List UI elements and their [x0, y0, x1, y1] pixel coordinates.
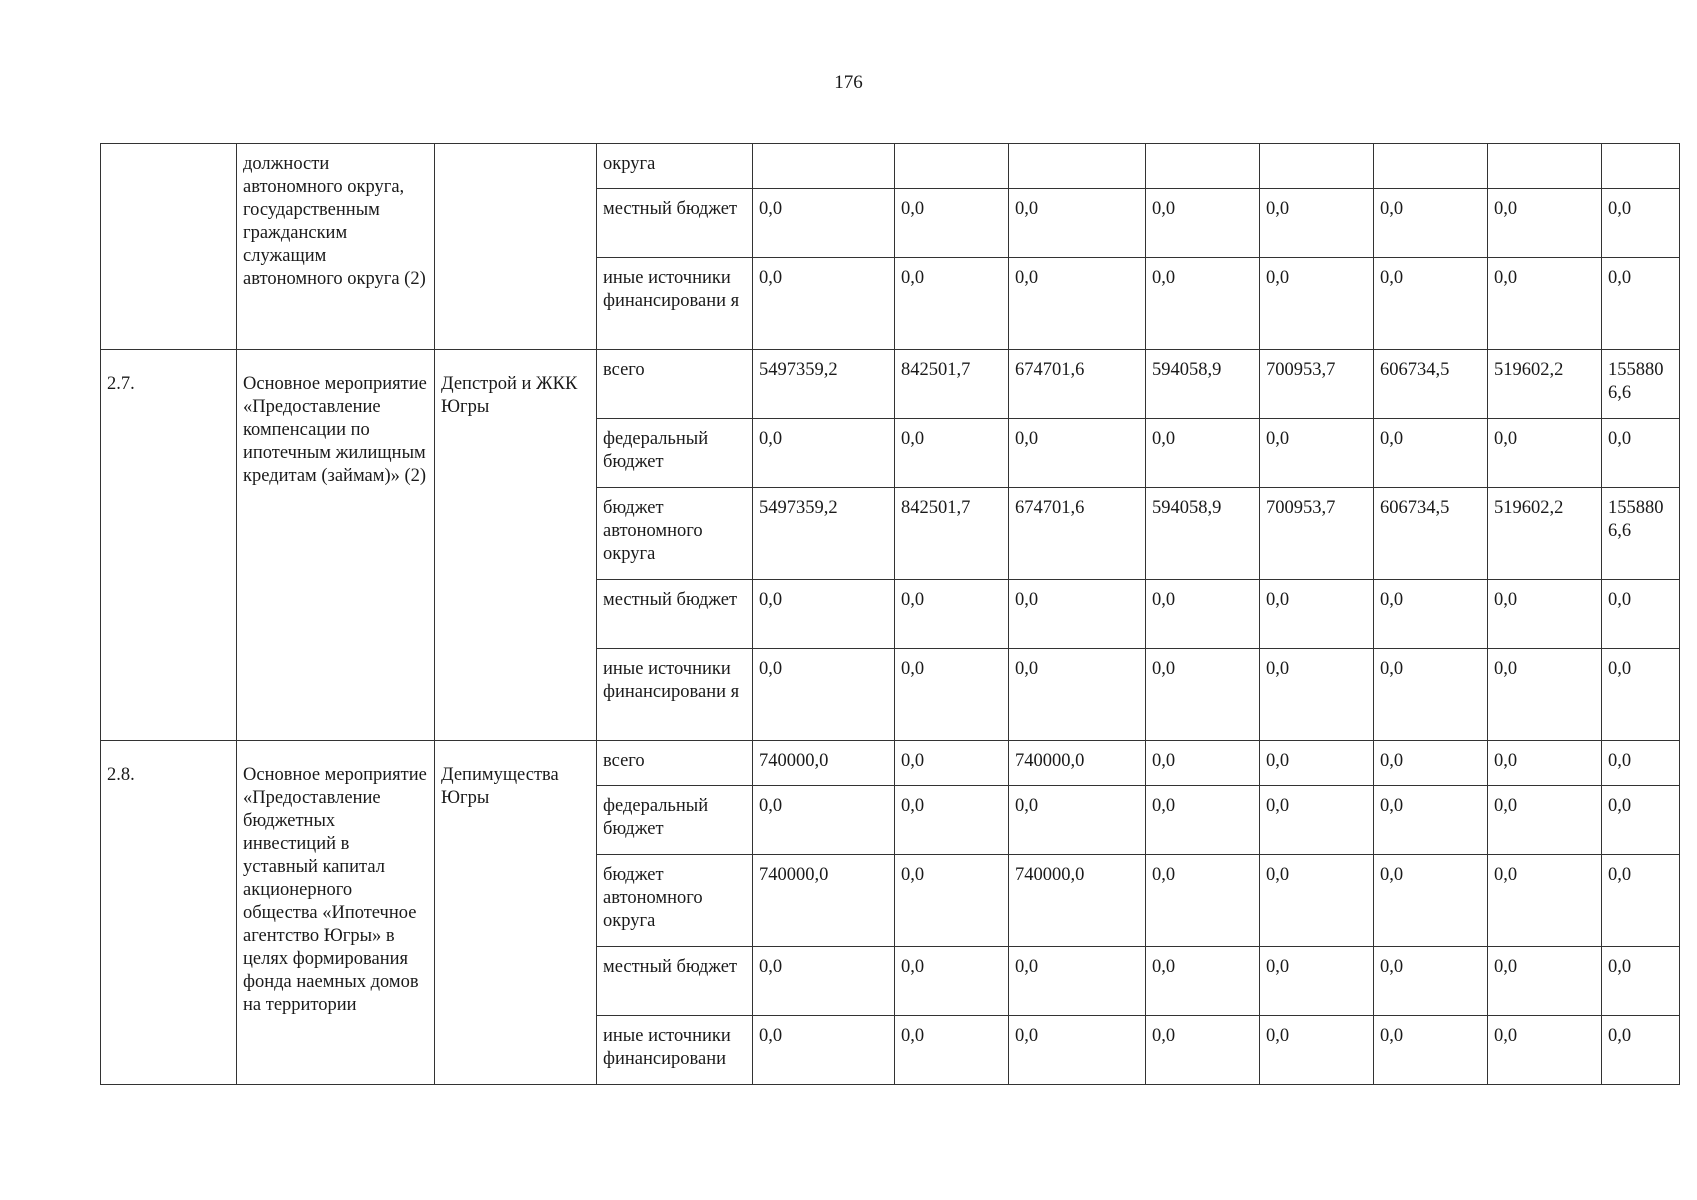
amount-cell: 0,0 — [1260, 855, 1374, 947]
table-row — [101, 350, 1680, 419]
amount-cell: 0,0 — [1602, 419, 1680, 488]
amount-cell: 0,0 — [1009, 649, 1146, 741]
amount-cell: 0,0 — [1488, 580, 1602, 649]
table-row — [101, 741, 1680, 786]
amount-cell: 0,0 — [1146, 947, 1260, 1016]
table-body — [101, 144, 1680, 1085]
amount-cell: 0,0 — [1260, 258, 1374, 350]
amount-cell: 0,0 — [1374, 189, 1488, 258]
amount-cell: 519602,2 — [1488, 350, 1602, 419]
executor-cell — [435, 144, 597, 350]
amount-cell — [753, 144, 895, 189]
table-row — [101, 144, 1680, 189]
amount-cell: 0,0 — [1374, 855, 1488, 947]
amount-cell — [1260, 144, 1374, 189]
amount-cell: 0,0 — [1260, 786, 1374, 855]
amount-cell: 594058,9 — [1146, 488, 1260, 580]
amount-cell: 0,0 — [1260, 649, 1374, 741]
amount-cell: 5497359,2 — [753, 488, 895, 580]
funding-source-cell: округа — [597, 144, 753, 189]
amount-cell — [1602, 144, 1680, 189]
amount-cell: 0,0 — [895, 947, 1009, 1016]
amount-cell: 0,0 — [1260, 1016, 1374, 1085]
amount-cell: 0,0 — [753, 786, 895, 855]
funding-source-cell: бюджет автономного округа — [597, 855, 753, 947]
amount-cell: 0,0 — [895, 419, 1009, 488]
amount-cell: 700953,7 — [1260, 350, 1374, 419]
item-description-cell: Основное мероприятие «Предоставление бюджетных инвестиций в уставный капитал акционерного общества «Ипотечное агентство Югры» в целях формирования фонда наемных домов на территории — [237, 741, 435, 1085]
funding-source-cell: иные источники финансировани — [597, 1016, 753, 1085]
funding-source-cell: иные источники финансировани я — [597, 258, 753, 350]
amount-cell — [1146, 144, 1260, 189]
amount-cell: 0,0 — [1602, 786, 1680, 855]
amount-cell: 0,0 — [1146, 649, 1260, 741]
amount-cell: 0,0 — [1146, 855, 1260, 947]
amount-cell: 0,0 — [1488, 1016, 1602, 1085]
amount-cell: 0,0 — [1602, 1016, 1680, 1085]
amount-cell: 0,0 — [895, 580, 1009, 649]
amount-cell: 0,0 — [1488, 189, 1602, 258]
amount-cell: 740000,0 — [753, 741, 895, 786]
amount-cell: 674701,6 — [1009, 350, 1146, 419]
amount-cell: 674701,6 — [1009, 488, 1146, 580]
amount-cell: 606734,5 — [1374, 488, 1488, 580]
amount-cell: 0,0 — [1009, 1016, 1146, 1085]
funding-source-cell: иные источники финансировани я — [597, 649, 753, 741]
funding-source-cell: федеральный бюджет — [597, 419, 753, 488]
amount-cell: 0,0 — [1488, 947, 1602, 1016]
amount-cell: 0,0 — [895, 649, 1009, 741]
amount-cell: 0,0 — [1146, 1016, 1260, 1085]
amount-cell: 0,0 — [753, 649, 895, 741]
amount-cell: 594058,9 — [1146, 350, 1260, 419]
amount-cell: 519602,2 — [1488, 488, 1602, 580]
amount-cell: 0,0 — [1488, 649, 1602, 741]
item-number-cell: 2.7. — [101, 350, 237, 741]
amount-cell: 0,0 — [895, 1016, 1009, 1085]
amount-cell: 740000,0 — [753, 855, 895, 947]
amount-cell: 842501,7 — [895, 488, 1009, 580]
amount-cell: 0,0 — [1602, 855, 1680, 947]
amount-cell: 0,0 — [1009, 419, 1146, 488]
amount-cell: 0,0 — [1260, 419, 1374, 488]
amount-cell: 0,0 — [753, 947, 895, 1016]
amount-cell: 0,0 — [1602, 947, 1680, 1016]
amount-cell: 0,0 — [1374, 649, 1488, 741]
amount-cell: 0,0 — [1374, 419, 1488, 488]
funding-source-cell: всего — [597, 741, 753, 786]
budget-table — [100, 143, 1680, 1085]
amount-cell: 0,0 — [1009, 580, 1146, 649]
amount-cell: 0,0 — [895, 189, 1009, 258]
amount-cell: 0,0 — [1146, 258, 1260, 350]
amount-cell: 0,0 — [1374, 947, 1488, 1016]
amount-cell: 0,0 — [1602, 258, 1680, 350]
funding-source-cell: всего — [597, 350, 753, 419]
amount-cell: 155880 6,6 — [1602, 488, 1680, 580]
funding-source-cell: местный бюджет — [597, 947, 753, 1016]
amount-cell: 740000,0 — [1009, 741, 1146, 786]
amount-cell — [1009, 144, 1146, 189]
amount-cell: 0,0 — [1374, 258, 1488, 350]
amount-cell: 0,0 — [1602, 580, 1680, 649]
amount-cell: 0,0 — [753, 1016, 895, 1085]
amount-cell: 0,0 — [1009, 947, 1146, 1016]
amount-cell: 0,0 — [1146, 189, 1260, 258]
amount-cell — [1488, 144, 1602, 189]
amount-cell: 0,0 — [1602, 741, 1680, 786]
item-number-cell — [101, 144, 237, 350]
amount-cell: 0,0 — [1260, 189, 1374, 258]
amount-cell: 606734,5 — [1374, 350, 1488, 419]
amount-cell: 740000,0 — [1009, 855, 1146, 947]
funding-source-cell: федеральный бюджет — [597, 786, 753, 855]
amount-cell: 0,0 — [1488, 258, 1602, 350]
amount-cell: 0,0 — [1260, 580, 1374, 649]
amount-cell: 0,0 — [895, 855, 1009, 947]
amount-cell: 0,0 — [895, 741, 1009, 786]
amount-cell: 0,0 — [753, 258, 895, 350]
amount-cell: 0,0 — [1488, 786, 1602, 855]
funding-source-cell: местный бюджет — [597, 189, 753, 258]
amount-cell: 0,0 — [753, 580, 895, 649]
executor-cell: Депимущества Югры — [435, 741, 597, 1085]
funding-source-cell: местный бюджет — [597, 580, 753, 649]
amount-cell: 0,0 — [1146, 786, 1260, 855]
amount-cell: 0,0 — [1602, 649, 1680, 741]
executor-cell: Депстрой и ЖКК Югры — [435, 350, 597, 741]
item-number-cell: 2.8. — [101, 741, 237, 1085]
amount-cell: 0,0 — [895, 258, 1009, 350]
amount-cell: 0,0 — [1260, 947, 1374, 1016]
amount-cell: 0,0 — [1260, 741, 1374, 786]
amount-cell: 0,0 — [1146, 741, 1260, 786]
amount-cell: 700953,7 — [1260, 488, 1374, 580]
amount-cell — [895, 144, 1009, 189]
amount-cell: 0,0 — [1374, 580, 1488, 649]
amount-cell: 0,0 — [895, 786, 1009, 855]
amount-cell: 0,0 — [1488, 855, 1602, 947]
amount-cell: 0,0 — [1374, 741, 1488, 786]
amount-cell: 0,0 — [1602, 189, 1680, 258]
amount-cell: 0,0 — [1009, 189, 1146, 258]
amount-cell: 5497359,2 — [753, 350, 895, 419]
amount-cell: 842501,7 — [895, 350, 1009, 419]
amount-cell: 0,0 — [753, 419, 895, 488]
amount-cell: 0,0 — [1009, 258, 1146, 350]
amount-cell: 0,0 — [1374, 786, 1488, 855]
amount-cell — [1374, 144, 1488, 189]
amount-cell: 0,0 — [753, 189, 895, 258]
amount-cell: 0,0 — [1146, 580, 1260, 649]
amount-cell: 0,0 — [1009, 786, 1146, 855]
amount-cell: 0,0 — [1374, 1016, 1488, 1085]
amount-cell: 0,0 — [1488, 741, 1602, 786]
amount-cell: 0,0 — [1146, 419, 1260, 488]
item-description-cell: должности автономного округа, государственным гражданским служащим автономного округа (2) — [237, 144, 435, 350]
amount-cell: 0,0 — [1488, 419, 1602, 488]
item-description-cell: Основное мероприятие «Предоставление компенсации по ипотечным жилищным кредитам (займам)» (2) — [237, 350, 435, 741]
amount-cell: 155880 6,6 — [1602, 350, 1680, 419]
page-number: 176 — [834, 72, 863, 93]
funding-source-cell: бюджет автономного округа — [597, 488, 753, 580]
